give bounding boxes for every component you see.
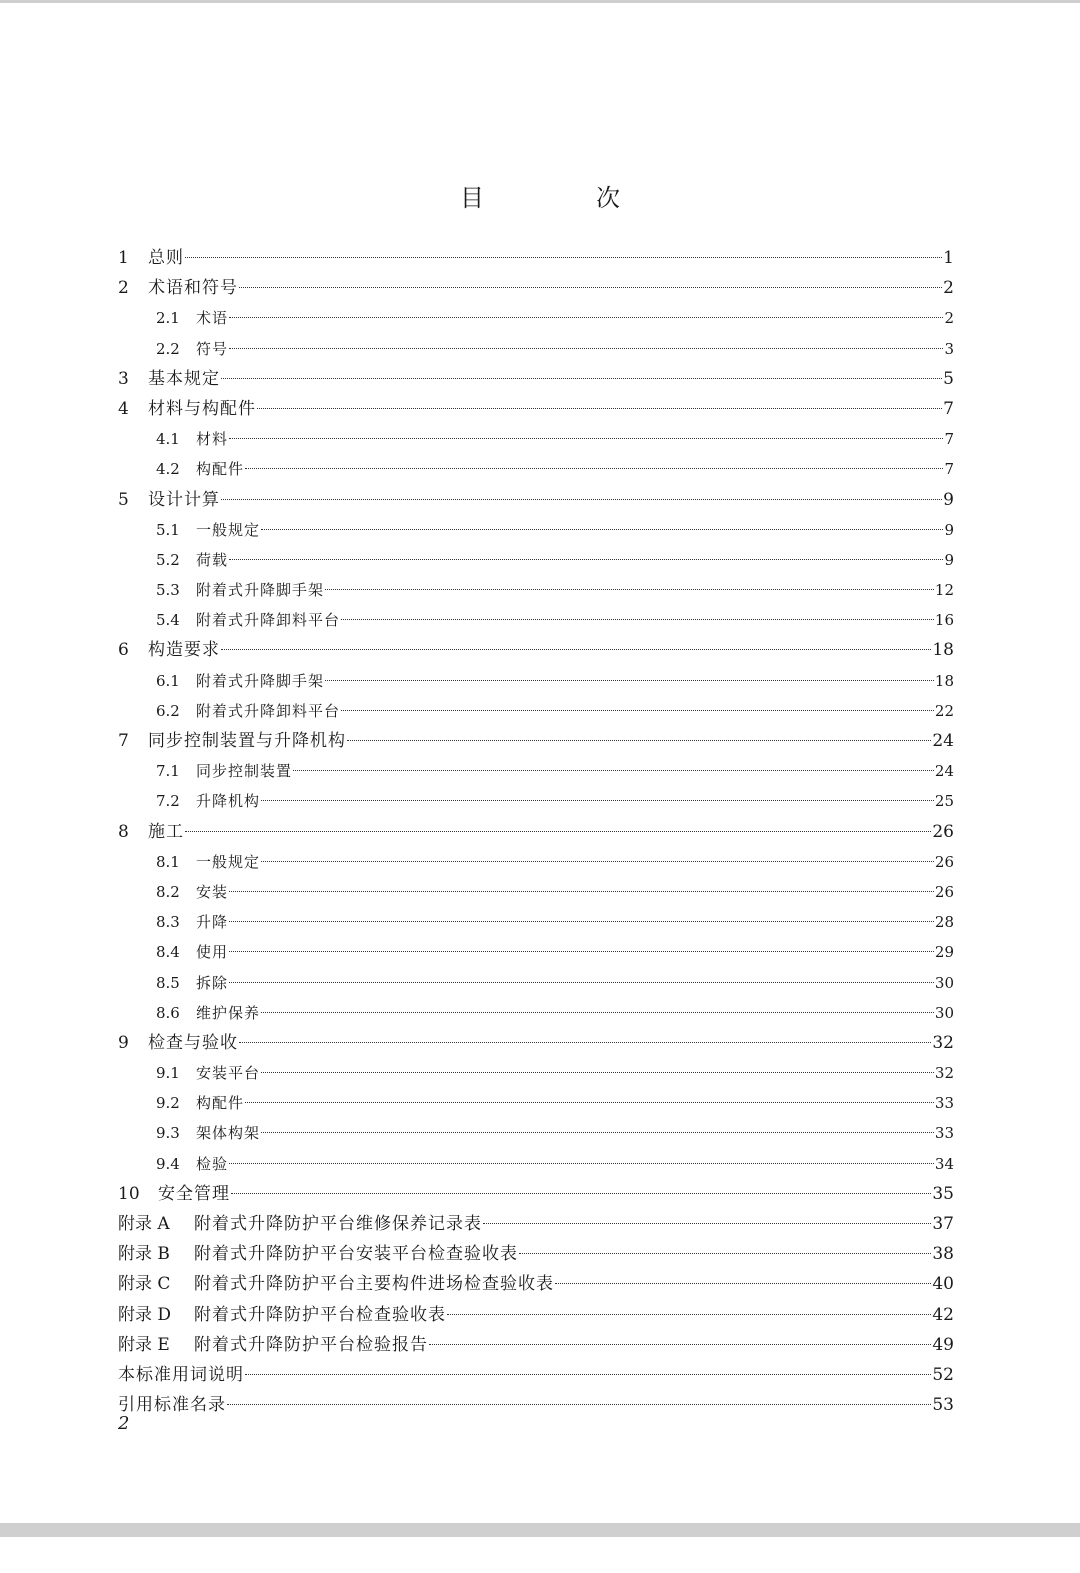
toc-entry-page: 52 <box>932 1364 954 1385</box>
toc-entry[interactable] <box>118 1179 954 1209</box>
toc-entry-label: 施工 <box>148 821 184 842</box>
toc-entry-label: 检验 <box>196 1154 229 1173</box>
toc-entry[interactable] <box>118 1028 954 1058</box>
toc-entry-page: 26 <box>934 882 954 901</box>
dot-leader <box>257 408 942 409</box>
dot-leader <box>261 800 934 801</box>
toc-subentry[interactable] <box>118 666 954 696</box>
toc-entry-label: 检查与验收 <box>148 1032 238 1053</box>
toc-entry[interactable] <box>118 273 954 303</box>
dot-leader <box>229 951 934 952</box>
toc-entry-page: 34 <box>934 1154 954 1173</box>
toc-entry-page: 2 <box>944 309 954 328</box>
toc-entry-number: 5.1 <box>156 520 180 539</box>
toc-entry-label: 材料 <box>196 430 229 449</box>
toc-entry-label: 符号 <box>196 339 229 358</box>
toc-entry-number: 4 <box>118 398 129 419</box>
toc-entry-number: 7.1 <box>156 762 180 781</box>
dot-leader <box>229 348 943 349</box>
dot-leader <box>555 1283 931 1284</box>
toc-entry-label: 升降 <box>196 913 229 932</box>
toc-entry-page: 30 <box>934 973 954 992</box>
toc-entry-number: 8 <box>118 821 129 842</box>
toc-entry-number: 5.2 <box>156 550 180 569</box>
toc-entry[interactable] <box>118 1239 954 1269</box>
toc-entry-number: 8.6 <box>156 1003 180 1022</box>
toc-entry-page: 49 <box>932 1334 954 1355</box>
toc-entry-number: 8.2 <box>156 882 180 901</box>
dot-leader <box>325 680 934 681</box>
toc-entry-number: 5.4 <box>156 611 180 630</box>
toc-entry-page: 30 <box>934 1003 954 1022</box>
dot-leader <box>245 468 943 469</box>
toc-subentry[interactable] <box>118 998 954 1028</box>
toc-entry-number: 附录 B <box>118 1244 170 1265</box>
toc-entry-page: 40 <box>932 1274 954 1295</box>
toc-entry[interactable] <box>118 817 954 847</box>
toc-entry-number: 6 <box>118 640 129 661</box>
toc-entry-label: 一般规定 <box>196 520 261 539</box>
dot-leader <box>341 619 934 620</box>
toc-entry[interactable] <box>118 394 954 424</box>
toc-entry-number: 附录 D <box>118 1304 172 1325</box>
toc-entry-number: 5 <box>118 489 129 510</box>
dot-leader <box>261 1012 934 1013</box>
dot-leader <box>229 1163 934 1164</box>
toc-entry-page: 29 <box>934 943 954 962</box>
toc-entry-page: 33 <box>934 1094 954 1113</box>
toc-entry-number: 附录 C <box>118 1274 171 1295</box>
toc-entry-label: 引用标准名录 <box>118 1395 226 1416</box>
toc-entry-number: 10 <box>118 1183 140 1204</box>
dot-leader <box>229 559 943 560</box>
toc-entry-label: 使用 <box>196 943 229 962</box>
dot-leader <box>229 921 934 922</box>
toc-entry-label: 附着式升降卸料平台 <box>196 701 341 720</box>
dot-leader <box>239 1042 931 1043</box>
toc-entry[interactable] <box>118 1269 954 1299</box>
toc-entry-page: 9 <box>944 520 954 539</box>
toc-entry-label: 本标准用词说明 <box>118 1364 244 1385</box>
toc-entry[interactable] <box>118 243 954 273</box>
toc-entry-page: 7 <box>944 430 954 449</box>
toc-entry-page: 32 <box>932 1032 954 1053</box>
toc-entry[interactable] <box>118 635 954 665</box>
toc-entry-page: 37 <box>932 1214 954 1234</box>
toc-entry-number: 2.1 <box>156 309 180 328</box>
toc-entry-page: 18 <box>932 640 954 661</box>
toc-entry-page: 16 <box>934 611 954 630</box>
toc-entry-number: 3 <box>118 368 129 389</box>
toc-subentry[interactable] <box>118 424 954 454</box>
toc-entry-page: 24 <box>932 731 954 751</box>
dot-leader <box>293 770 934 771</box>
toc-entry-number: 7 <box>118 731 129 751</box>
toc-entry-number: 8.5 <box>156 973 180 992</box>
dot-leader <box>185 257 942 258</box>
dot-leader <box>261 861 934 862</box>
toc-entry[interactable] <box>118 1209 954 1239</box>
toc-entry-number: 8.4 <box>156 943 180 962</box>
dot-leader <box>239 287 942 288</box>
dot-leader <box>221 499 942 500</box>
toc-entry-page: 26 <box>934 852 954 871</box>
toc-entry-number: 1 <box>118 248 129 268</box>
toc-entry-number: 8.3 <box>156 913 180 932</box>
toc-subentry[interactable] <box>118 605 954 635</box>
dot-leader <box>261 1072 934 1073</box>
toc-subentry[interactable] <box>118 937 954 967</box>
toc-entry-page: 53 <box>932 1395 954 1416</box>
toc-entry-label: 安装 <box>196 882 229 901</box>
toc-entry-page: 38 <box>932 1244 954 1265</box>
toc-entry-label: 设计计算 <box>148 489 220 510</box>
toc-entry-page: 35 <box>932 1183 954 1204</box>
dot-leader <box>245 1102 934 1103</box>
toc-entry-label: 一般规定 <box>196 852 261 871</box>
toc-entry-page: 32 <box>934 1064 954 1083</box>
toc-entry-label: 升降机构 <box>196 792 261 811</box>
toc-subentry[interactable] <box>118 575 954 605</box>
toc-entry-label: 术语和符号 <box>148 278 238 299</box>
dot-leader <box>231 1193 931 1194</box>
dot-leader <box>519 1253 931 1254</box>
toc-subentry[interactable] <box>118 696 954 726</box>
toc-entry-number: 4.1 <box>156 430 180 449</box>
toc-subentry[interactable] <box>118 1118 954 1148</box>
toc-entry-page: 2 <box>943 278 954 299</box>
toc-entry-label: 附着式升降防护平台检验报告 <box>194 1334 428 1355</box>
toc-entry-number: 9.4 <box>156 1154 180 1173</box>
toc-subentry[interactable] <box>118 756 954 786</box>
toc-entry-page: 26 <box>932 821 954 842</box>
toc-subentry[interactable] <box>118 303 954 333</box>
toc-entry-label: 安全管理 <box>158 1183 230 1204</box>
toc-entry-number: 6.2 <box>156 701 180 720</box>
toc-entry-label: 附着式升降防护平台安装平台检查验收表 <box>194 1244 518 1265</box>
toc-entry-label: 附着式升降卸料平台 <box>196 611 341 630</box>
toc-entry-label: 安装平台 <box>196 1064 261 1083</box>
toc-entry-label: 拆除 <box>196 973 229 992</box>
toc-entry-page: 3 <box>944 339 954 358</box>
toc-entry-page: 1 <box>943 248 954 268</box>
toc-entry-label: 附着式升降防护平台检查验收表 <box>194 1304 446 1325</box>
toc-entry-number: 9 <box>118 1032 129 1053</box>
dot-leader <box>185 831 931 832</box>
toc-entry-page: 5 <box>943 368 954 389</box>
toc-entry-number: 5.3 <box>156 581 180 600</box>
toc-subentry[interactable] <box>118 515 954 545</box>
toc-entry-number: 附录 E <box>118 1334 170 1355</box>
toc-entry-page: 42 <box>932 1304 954 1325</box>
toc-entry-number: 6.1 <box>156 671 180 690</box>
toc-entry-page: 25 <box>934 792 954 811</box>
toc-subentry[interactable] <box>118 545 954 575</box>
toc-subentry[interactable] <box>118 877 954 907</box>
dot-leader <box>221 649 931 650</box>
toc-entry-label: 附着式升降防护平台维修保养记录表 <box>194 1214 482 1234</box>
toc-entry-label: 附着式升降脚手架 <box>196 671 325 690</box>
toc-entry-label: 术语 <box>196 309 229 328</box>
toc-entry-page: 7 <box>943 398 954 419</box>
dot-leader <box>447 1314 931 1315</box>
toc-entry-number: 7.2 <box>156 792 180 811</box>
toc-subentry[interactable] <box>118 968 954 998</box>
toc-entry-number: 2.2 <box>156 339 180 358</box>
toc-entry-label: 基本规定 <box>148 368 220 389</box>
dot-leader <box>229 438 943 439</box>
toc-subentry[interactable] <box>118 1088 954 1118</box>
toc-entry-number: 4.2 <box>156 460 180 479</box>
toc-entry-page: 7 <box>944 460 954 479</box>
dot-leader <box>261 529 943 530</box>
dot-leader <box>227 1404 931 1405</box>
toc-subentry[interactable] <box>118 454 954 484</box>
dot-leader <box>429 1344 931 1345</box>
dot-leader <box>221 378 942 379</box>
toc-entry-page: 22 <box>934 701 954 720</box>
dot-leader <box>229 891 934 892</box>
toc-entry-label: 总则 <box>148 248 184 268</box>
toc-entry-page: 9 <box>944 550 954 569</box>
toc-entry[interactable] <box>118 364 954 394</box>
dot-leader <box>229 982 934 983</box>
toc-entry-number: 9.3 <box>156 1124 180 1143</box>
toc-subentry[interactable] <box>118 847 954 877</box>
toc-subentry[interactable] <box>118 786 954 816</box>
toc-entry[interactable] <box>118 1390 954 1420</box>
toc-entry-page: 18 <box>934 671 954 690</box>
toc-entry-page: 28 <box>934 913 954 932</box>
toc-entry-label: 荷载 <box>196 550 229 569</box>
toc-entry-label: 同步控制装置 <box>196 762 293 781</box>
dot-leader <box>483 1223 931 1224</box>
toc-entry-number: 2 <box>118 278 129 299</box>
toc-entry[interactable] <box>118 726 954 756</box>
page-number: 2 <box>118 1413 130 1434</box>
dot-leader <box>341 710 934 711</box>
toc-entry-page: 24 <box>934 762 954 781</box>
toc-subentry[interactable] <box>118 907 954 937</box>
dot-leader <box>347 740 931 741</box>
toc-entry[interactable] <box>118 1300 954 1330</box>
bottom-border <box>0 1523 1080 1537</box>
toc-subentry[interactable] <box>118 1149 954 1179</box>
toc-entry-page: 12 <box>934 581 954 600</box>
toc-entry-label: 构配件 <box>196 460 245 479</box>
toc-entry-number: 8.1 <box>156 852 180 871</box>
toc-entry-label: 构配件 <box>196 1094 245 1113</box>
top-border <box>0 0 1080 3</box>
toc-entry-number: 附录 A <box>118 1214 170 1234</box>
toc-entry-label: 构造要求 <box>148 640 220 661</box>
toc-entry-number: 9.1 <box>156 1064 180 1083</box>
table-of-contents <box>118 243 954 1420</box>
toc-entry-page: 9 <box>943 489 954 510</box>
toc-entry-label: 同步控制装置与升降机构 <box>148 731 346 751</box>
toc-entry-label: 附着式升降防护平台主要构件进场检查验收表 <box>194 1274 554 1295</box>
toc-entry-label: 附着式升降脚手架 <box>196 581 325 600</box>
toc-entry[interactable] <box>118 1360 954 1390</box>
toc-entry[interactable] <box>118 485 954 515</box>
page-title: 目 次 <box>460 184 664 213</box>
dot-leader <box>325 589 934 590</box>
toc-entry-label: 架体构架 <box>196 1124 261 1143</box>
toc-entry-page: 33 <box>934 1124 954 1143</box>
dot-leader <box>245 1374 931 1375</box>
toc-entry-label: 材料与构配件 <box>148 398 256 419</box>
toc-entry-number: 9.2 <box>156 1094 180 1113</box>
toc-subentry[interactable] <box>118 334 954 364</box>
dot-leader <box>261 1132 934 1133</box>
toc-subentry[interactable] <box>118 1058 954 1088</box>
toc-entry-label: 维护保养 <box>196 1003 261 1022</box>
dot-leader <box>229 317 943 318</box>
toc-entry[interactable] <box>118 1330 954 1360</box>
